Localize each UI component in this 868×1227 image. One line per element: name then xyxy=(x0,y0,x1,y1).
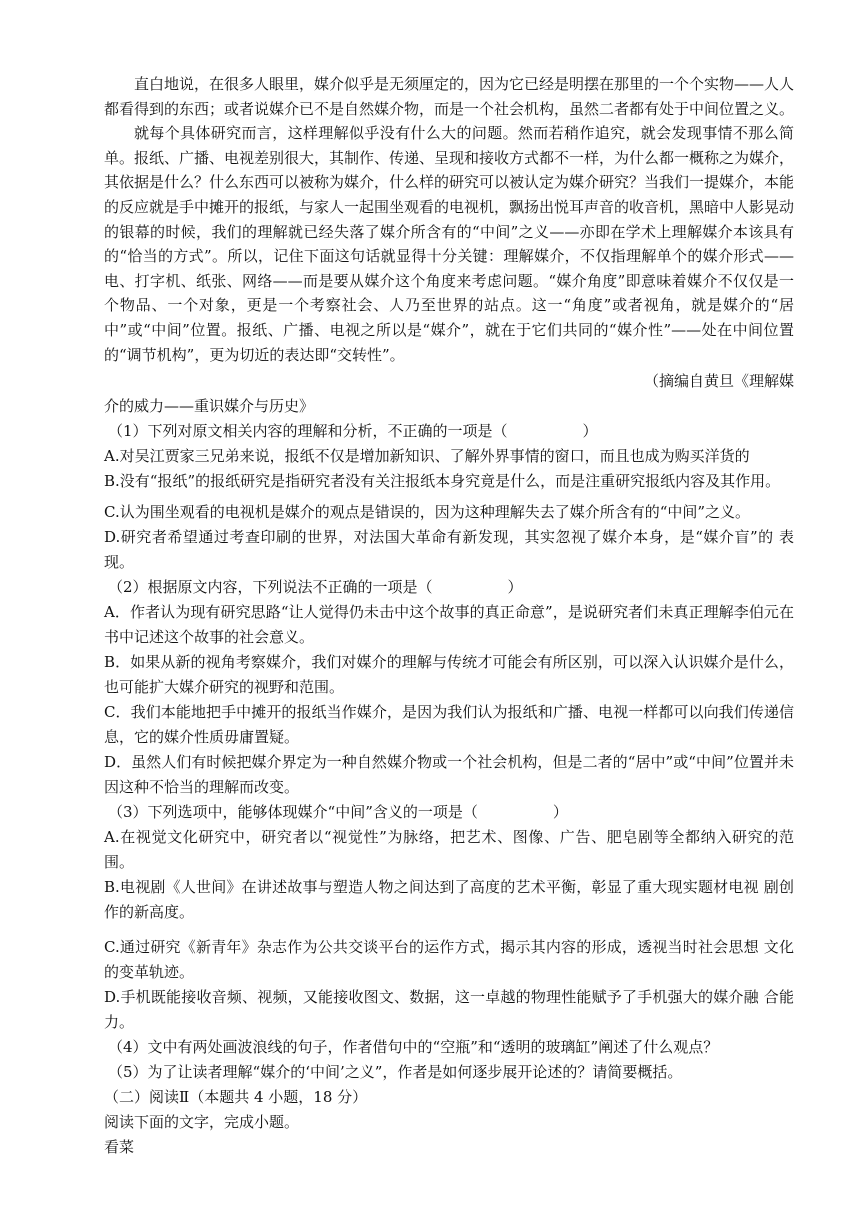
question-1-option-b: B.没有“报纸”的报纸研究是指研究者没有关注报纸本身究竟是什么，而是注重研究报纸内容及其作用。 xyxy=(104,472,781,491)
section-2-instruction: 阅读下面的文字，完成小题。 xyxy=(104,1113,300,1132)
passage-paragraph-1: 直白地说，在很多人眼里，媒介似乎是无须厘定的，因为它已经是明摆在那里的一个个实物——人人都看得到的东西；或者说媒介已不是自然媒介物，而是一个社会机构，虽然二者都有处于中间位置之义。 xyxy=(104,75,795,118)
question-2-option-c: C．我们本能地把手中摊开的报纸当作媒介，是因为我们认为报纸和广播、电视一样都可以向我们传递信息，它的媒介性质毋庸置疑。 xyxy=(104,703,794,747)
question-3-option-b: B.电视剧《人世间》在讲述故事与塑造人物之间达到了高度的艺术平衡，彰显了重大现实题材电视 剧创作的新高度。 xyxy=(104,878,794,922)
passage-paragraph-2: 就每个具体研究而言，这样理解似乎没有什么大的问题。然而若稍作追究，就会发现事情不那么简单。报纸、广播、电视差别很大，其制作、传递、呈现和接收方式都不一样，为什么都一概称之为媒介，其依据是什么？什么东西可以被称为媒介，什么样的研究可以被认定为媒介研究？当我们一提媒介，本能的反应就是手中摊开的报纸，与家人一起围坐观看的电视机，飘扬出悦耳声音的收音机，黑暗中人影晃动的银幕的时候，我们的理解就已经失落了媒介所含有的“中间”之义——亦即在学术上理解媒介本该具有的“恰当的方式”。所以，记住下面这句话就显得十分关键：理解媒介，不仅指理解单个的媒介形式——电、打字机、纸张、网络——而是要从媒介这个角度来考虑问题。“媒介角度”即意味着媒介不仅仅是一个物品、一个对象，更是一个考察社会、人乃至世界的站点。这一“角度”或者视角，就是媒介的“居中”或“中间”位置。报纸、广播、电视之所以是“媒介”，就在于它们共同的“媒介性”——处在中间位置的“调节机构”，更为切近的表达即“交转性”。 xyxy=(104,124,795,364)
question-1-option-c: C.认为围坐观看的电视机是媒介的观点是错误的，因为这种理解失去了媒介所含有的“中间”之义。 xyxy=(104,503,751,522)
question-3-option-d: D.手机既能接收音频、视频，又能接收图文、数据，这一卓越的物理性能赋予了手机强大的媒介融 合能力。 xyxy=(104,988,794,1032)
question-4-stem: （4）文中有两处画波浪线的句子，作者借句中的“空瓶”和“透明的玻璃缸”阐述了什么观点？ xyxy=(108,1038,719,1057)
question-1-stem: （1）下列对原文相关内容的理解和分析，不正确的一项是（ ） xyxy=(108,422,598,441)
question-5-stem: （5）为了让读者理解“媒介的‘中间’之义”，作者是如何逐步展开论述的？请简要概括。 xyxy=(108,1063,683,1082)
section-2-header: （二）阅读Ⅱ（本题共 4 小题，18 分） xyxy=(104,1088,368,1107)
question-2-option-d: D．虽然人们有时候把媒介界定为一种自然媒介物或一个社会机构，但是二者的“居中”或“中间”位置并未因这种不恰当的理解而改变。 xyxy=(104,753,794,797)
question-3-stem: （3）下列选项中，能够体现媒介“中间”含义的一项是（ ） xyxy=(108,803,568,822)
source-citation-line-2: 介的威力——重识媒介与历史》 xyxy=(104,397,315,416)
question-3-option-a: A.在视觉文化研究中，研究者以“视觉性”为脉络，把艺术、图像、广告、肥皂剧等全都纳入研究的范围。 xyxy=(104,828,794,872)
question-3-option-c: C.通过研究《新青年》杂志作为公共交谈平台的运作方式，揭示其内容的形成，透视当时社会思想 文化的变革轨迹。 xyxy=(104,938,794,982)
question-1-option-d: D.研究者希望通过考查印刷的世界，对法国大革命有新发现，其实忽视了媒介本身，是“媒介盲”的 表现。 xyxy=(104,528,794,572)
question-2-option-a: A．作者认为现有研究思路“让人觉得仍未击中这个故事的真正命意”，是说研究者们未真正理解李伯元在书中记述这个故事的社会意义。 xyxy=(104,603,794,647)
question-1-option-a: A.对吴江贾家三兄弟来说，报纸不仅是增加新知识、了解外界事情的窗口，而且也成为购买洋货的 xyxy=(104,447,750,466)
question-2-stem: （2）根据原文内容，下列说法不正确的一项是（ ） xyxy=(108,578,523,597)
source-citation-line-1: （摘编自黄旦《理解媒 xyxy=(643,372,794,391)
question-2-option-b: B．如果从新的视角考察媒介，我们对媒介的理解与传统才可能会有所区别，可以深入认识媒介是什么，也可能扩大媒介研究的视野和范围。 xyxy=(104,653,794,697)
document-page xyxy=(104,72,794,1160)
section-2-article-title: 看菜 xyxy=(104,1138,135,1157)
